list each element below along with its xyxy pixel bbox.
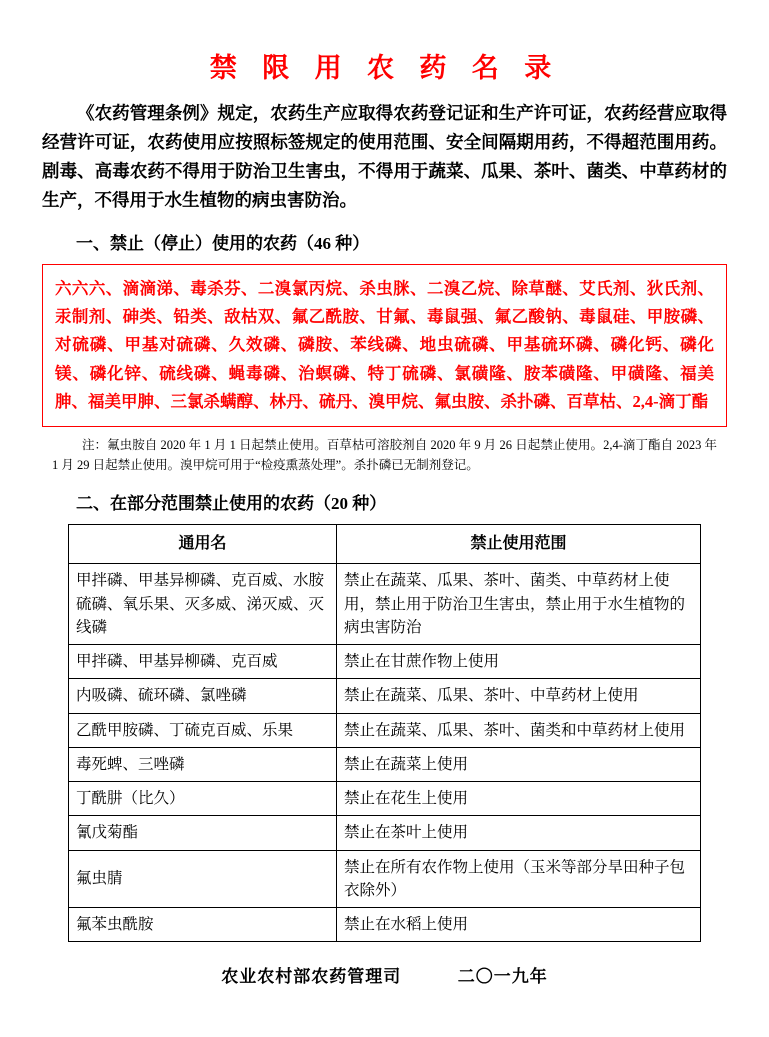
table-row [69,908,701,942]
cell-scope: 禁止在甘蔗作物上使用 [337,645,701,679]
cell-scope: 禁止在蔬菜上使用 [337,747,701,781]
restricted-pesticides-table [68,524,701,942]
section-heading-banned: 一、禁止（停止）使用的农药（46 种） [76,233,370,253]
cell-scope: 禁止在蔬菜、瓜果、茶叶、菌类、中草药材上使用，禁止用于防治卫生害虫，禁止用于水生植物的病虫害防治 [337,564,701,645]
footer-year: 二〇一九年 [457,967,548,987]
cell-scope: 禁止在水稻上使用 [337,908,701,942]
cell-scope: 禁止在茶叶上使用 [337,816,701,850]
table-row [69,713,701,747]
table-row [69,747,701,781]
column-header-scope: 禁止使用范围 [337,525,701,564]
banned-pesticides-box [42,264,727,428]
cell-name: 甲拌磷、甲基异柳磷、克百威 [69,645,337,679]
page-title: 禁 限 用 农 药 名 录 [209,53,560,84]
intro-paragraph: 《农药管理条例》规定，农药生产应取得农药登记证和生产许可证，农药经营应取得经营许可证，农药使用应按照标签规定的使用范围、安全间隔期用药，不得超范围用药。剧毒、高毒农药不得用于防治卫生害虫，不得用于蔬菜、瓜果、茶叶、菌类、中草药材的生产，不得用于水生植物的病虫害防治。 [42,103,727,210]
cell-name: 氟虫腈 [69,850,337,908]
banned-list-note: 注：氟虫胺自 2020 年 1 月 1 日起禁止使用。百草枯可溶胶剂自 2020 年 9 月 26 日起禁止使用。2,4-滴丁酯自 2023 年 1 月 29 日起禁止使用。溴甲烷可用于“检疫熏蒸处理”。杀扑磷已无制剂登记。 [52,438,717,473]
cell-name: 内吸磷、硫环磷、氯唑磷 [69,679,337,713]
table-row [69,816,701,850]
document-footer [42,962,727,987]
column-header-name: 通用名 [69,525,337,564]
table-row [69,564,701,645]
cell-name: 丁酰肼（比久） [69,782,337,816]
footer-issuer: 农业农村部农药管理司 [221,967,402,987]
cell-scope: 禁止在蔬菜、瓜果、茶叶、菌类和中草药材上使用 [337,713,701,747]
table-row [69,645,701,679]
section-heading-restricted: 二、在部分范围禁止使用的农药（20 种） [76,494,387,514]
cell-name: 甲拌磷、甲基异柳磷、克百威、水胺硫磷、氧乐果、灭多威、涕灭威、灭线磷 [69,564,337,645]
cell-name: 氟苯虫酰胺 [69,908,337,942]
table-header-row [69,525,701,564]
cell-scope: 禁止在所有农作物上使用（玉米等部分旱田种子包衣除外） [337,850,701,908]
banned-pesticides-list: 六六六、滴滴涕、毒杀芬、二溴氯丙烷、杀虫脒、二溴乙烷、除草醚、艾氏剂、狄氏剂、汞制剂、砷类、铅类、敌枯双、氟乙酰胺、甘氟、毒鼠强、氟乙酸钠、毒鼠硅、甲胺磷、对硫磷、甲基对硫磷、久效磷、磷胺、苯线磷、地虫硫磷、甲基硫环磷、磷化钙、磷化镁、磷化锌、硫线磷、蝇毒磷、治螟磷、特丁硫磷、氯磺隆、胺苯磺隆、甲磺隆、福美胂、福美甲胂、三氯杀螨醇、林丹、硫丹、溴甲烷、氟虫胺、杀扑磷、百草枯、2,4-滴丁酯 [55,278,714,411]
table-row [69,850,701,908]
cell-name: 乙酰甲胺磷、丁硫克百威、乐果 [69,713,337,747]
cell-name: 毒死蜱、三唑磷 [69,747,337,781]
cell-scope: 禁止在花生上使用 [337,782,701,816]
cell-scope: 禁止在蔬菜、瓜果、茶叶、中草药材上使用 [337,679,701,713]
table-row [69,679,701,713]
cell-name: 氰戊菊酯 [69,816,337,850]
table-row [69,782,701,816]
